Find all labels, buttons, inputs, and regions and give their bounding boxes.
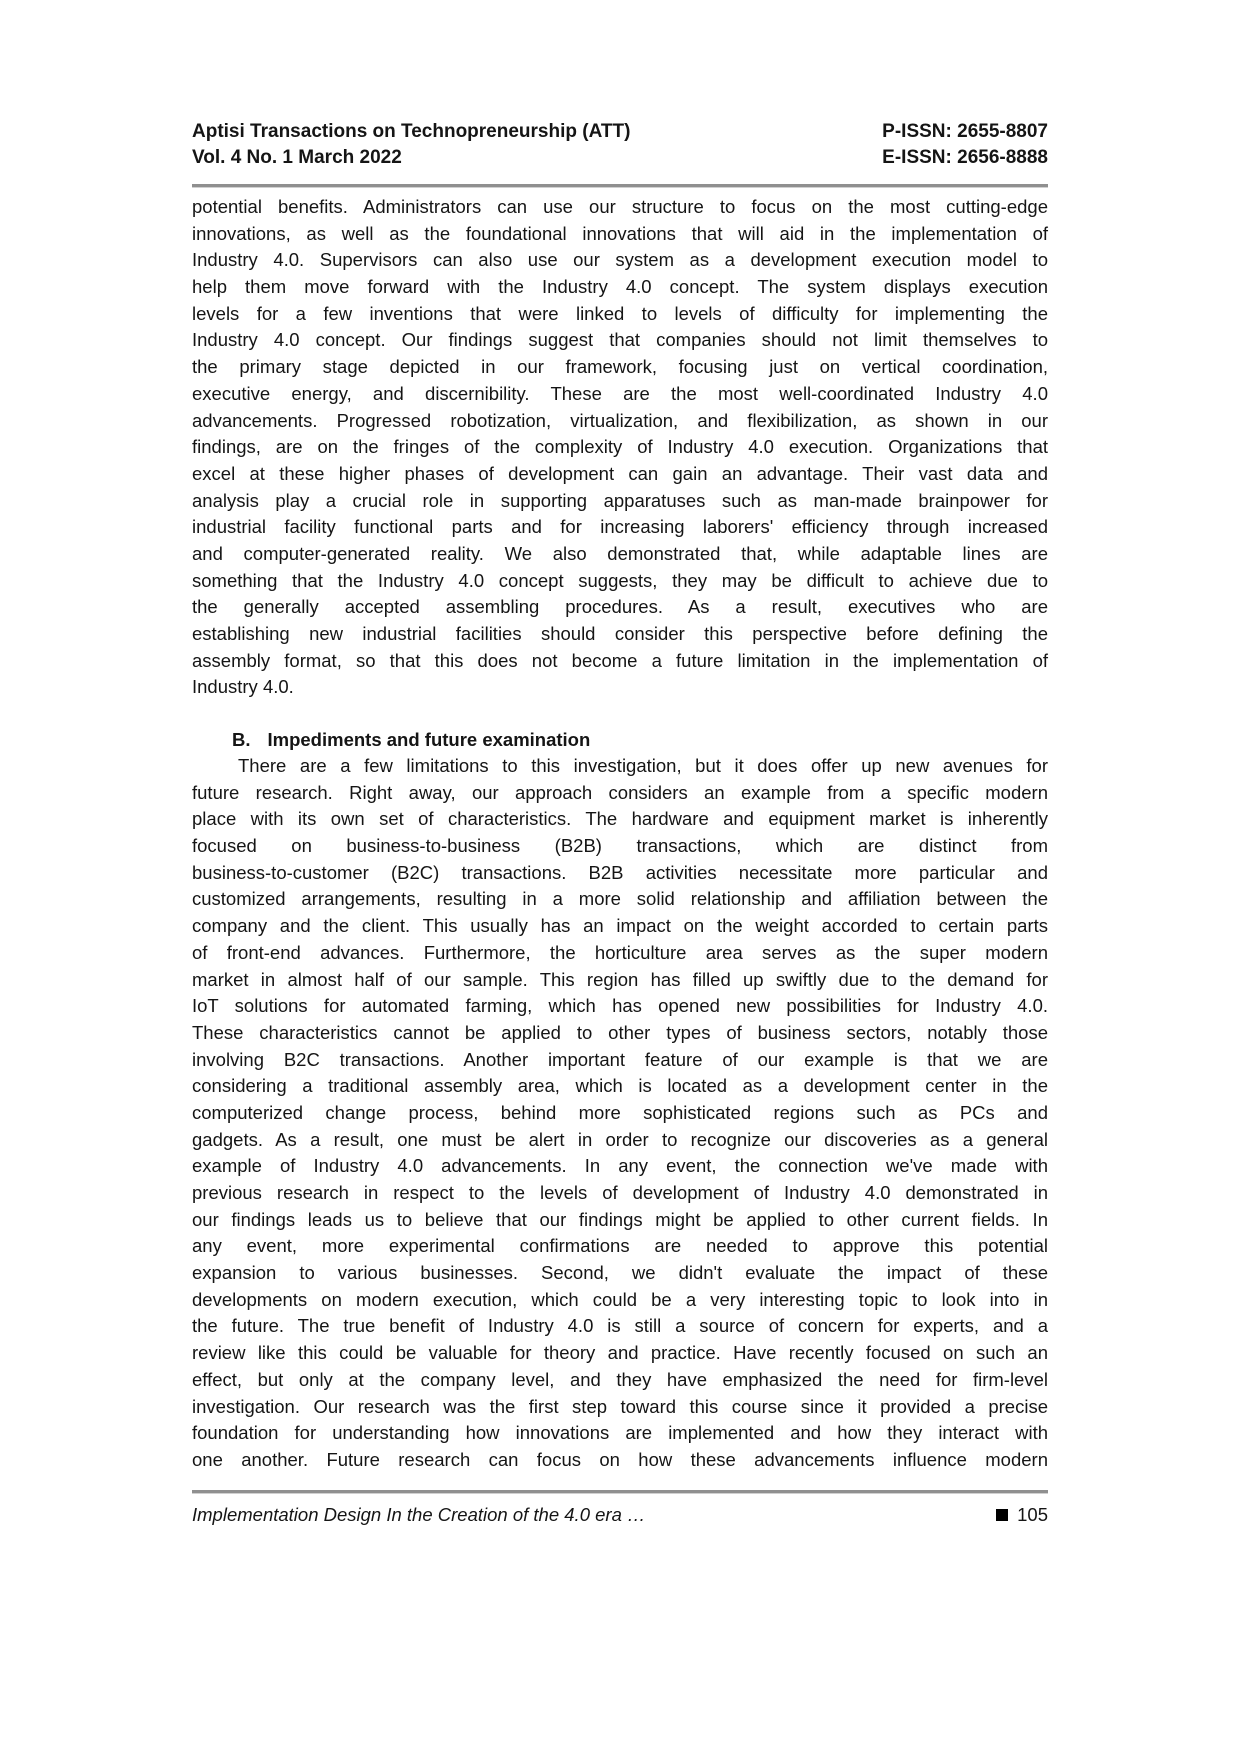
- paragraph-line: establishing new industrial facilities should consider this perspective before defining the: [192, 623, 1048, 644]
- paragraph-line: previous research in respect to the levels of development of Industry 4.0 demonstrated in: [192, 1182, 1048, 1203]
- paragraph-line: the future. The true benefit of Industry 4.0 is still a source of concern for experts, and a: [192, 1315, 1048, 1337]
- paragraph-line: involving B2C transactions. Another important feature of our example is that we are: [192, 1048, 1048, 1070]
- paragraph-line: levels for a few inventions that were linked to levels of difficulty for implementing the: [192, 302, 1048, 324]
- paragraph-line: of front-end advances. Furthermore, the horticulture area serves as the super modern: [192, 941, 1048, 963]
- paragraph-line: Industry 4.0 concept. Our findings suggest that companies should not limit themselves to: [192, 329, 1048, 351]
- paragraph-line: customized arrangements, resulting in a more solid relationship and affiliation between the: [192, 888, 1048, 910]
- paragraph-line: focused on business-to-business (B2B) transactions, which are distinct from: [192, 835, 1048, 857]
- paragraph-line: any event, more experimental confirmations are needed to approve this potential: [192, 1235, 1048, 1257]
- paragraph-line: the primary stage depicted in our framework, focusing just on vertical coordination,: [192, 356, 1048, 378]
- paragraph-line: investigation. Our research was the first step toward this course since it provided a precise: [192, 1395, 1048, 1417]
- paragraph-line: future research. Right away, our approach considers an example from a specific modern: [192, 781, 1048, 803]
- paragraph-line: foundation for understanding how innovations are implemented and how they interact with: [192, 1422, 1048, 1444]
- journal-title: Aptisi Transactions on Technopreneurship (ATT): [192, 121, 631, 142]
- section-heading: [232, 727, 590, 754]
- paragraph-line: company and the client. This usually has an impact on the weight accorded to certain parts: [192, 915, 1048, 937]
- body-paragraph-1: [192, 194, 1048, 701]
- paragraph-line: advancements. Progressed robotization, virtualization, and flexibilization, as shown in our: [192, 409, 1048, 431]
- paragraph-line: our findings leads us to believe that our findings might be applied to other current fields. In: [192, 1208, 1048, 1230]
- journal-info: [192, 119, 630, 171]
- p-issn: P-ISSN: 2655-8807: [882, 121, 1048, 142]
- paragraph-line: There are a few limitations to this investigation, but it does offer up new avenues for: [238, 755, 1048, 776]
- footer-rule: [192, 1490, 1048, 1493]
- paragraph-line: something that the Industry 4.0 concept suggests, they may be difficult to achieve due to: [192, 569, 1048, 591]
- paragraph-line: expansion to various businesses. Second, we didn't evaluate the impact of these: [192, 1262, 1048, 1284]
- paragraph-line: industrial facility functional parts and for increasing laborers' efficiency through increased: [192, 516, 1048, 538]
- paragraph-line: innovations, as well as the foundational innovations that will aid in the implementation of: [192, 222, 1048, 244]
- paragraph-line: Industry 4.0. Supervisors can also use our system as a development execution model to: [192, 249, 1048, 271]
- paragraph-line: considering a traditional assembly area, which is located as a development center in the: [192, 1075, 1048, 1097]
- section-label: B.: [232, 729, 251, 750]
- paragraph-line: one another. Future research can focus on how these advancements influence modern: [192, 1448, 1048, 1470]
- volume-issue: Vol. 4 No. 1 March 2022: [192, 147, 402, 168]
- paragraph-line: IoT solutions for automated farming, which has opened new possibilities for Industry 4.0.: [192, 995, 1048, 1017]
- running-title: Implementation Design In the Creation of the 4.0 era …: [192, 1504, 646, 1525]
- paragraph-line: assembly format, so that this does not become a future limitation in the implementation of: [192, 649, 1048, 671]
- paragraph-line: effect, but only at the company level, and they have emphasized the need for firm-level: [192, 1368, 1048, 1390]
- paragraph-line: business-to-customer (B2C) transactions. B2B activities necessitate more particular and: [192, 861, 1048, 883]
- paragraph-line: computerized change process, behind more sophisticated regions such as PCs and: [192, 1101, 1048, 1123]
- paragraph-line: gadgets. As a result, one must be alert in order to recognize our discoveries as a general: [192, 1128, 1048, 1150]
- issn-info: [882, 119, 1048, 171]
- page-marker-icon: [996, 1509, 1008, 1521]
- e-issn: E-ISSN: 2656-8888: [882, 147, 1048, 168]
- page-header: [192, 119, 1048, 171]
- paragraph-line: the generally accepted assembling procedures. As a result, executives who are: [192, 596, 1048, 618]
- paragraph-line: review like this could be valuable for theory and practice. Have recently focused on such an: [192, 1342, 1048, 1364]
- paragraph-line: example of Industry 4.0 advancements. In any event, the connection we've made with: [192, 1155, 1048, 1177]
- paragraph-line: and computer-generated reality. We also demonstrated that, while adaptable lines are: [192, 542, 1048, 564]
- paragraph-line: These characteristics cannot be applied to other types of business sectors, notably those: [192, 1021, 1048, 1043]
- paragraph-line: executive energy, and discernibility. These are the most well-coordinated Industry 4.0: [192, 382, 1048, 404]
- paragraph-line: excel at these higher phases of development can gain an advantage. Their vast data and: [192, 462, 1048, 484]
- body-paragraph-2: [192, 753, 1048, 1474]
- section-title: Impediments and future examination: [267, 729, 591, 750]
- paragraph-line: Industry 4.0.: [192, 676, 294, 698]
- paragraph-line: potential benefits. Administrators can use our structure to focus on the most cutting-edge: [192, 196, 1048, 217]
- paragraph-line: developments on modern execution, which could be a very interesting topic to look into in: [192, 1288, 1048, 1310]
- paragraph-line: place with its own set of characteristics. The hardware and equipment market is inherently: [192, 808, 1048, 830]
- header-rule: [192, 184, 1048, 187]
- paragraph-line: findings, are on the fringes of the complexity of Industry 4.0 execution. Organizations that: [192, 436, 1048, 458]
- paragraph-line: analysis play a crucial role in supporting apparatuses such as man-made brainpower for: [192, 489, 1048, 511]
- page-footer: [192, 1502, 1048, 1528]
- paragraph-line: help them move forward with the Industry 4.0 concept. The system displays execution: [192, 276, 1048, 298]
- paragraph-line: market in almost half of our sample. This region has filled up swiftly due to the demand for: [192, 968, 1048, 990]
- page-number: 105: [1017, 1504, 1048, 1525]
- page-number-block: [996, 1502, 1048, 1528]
